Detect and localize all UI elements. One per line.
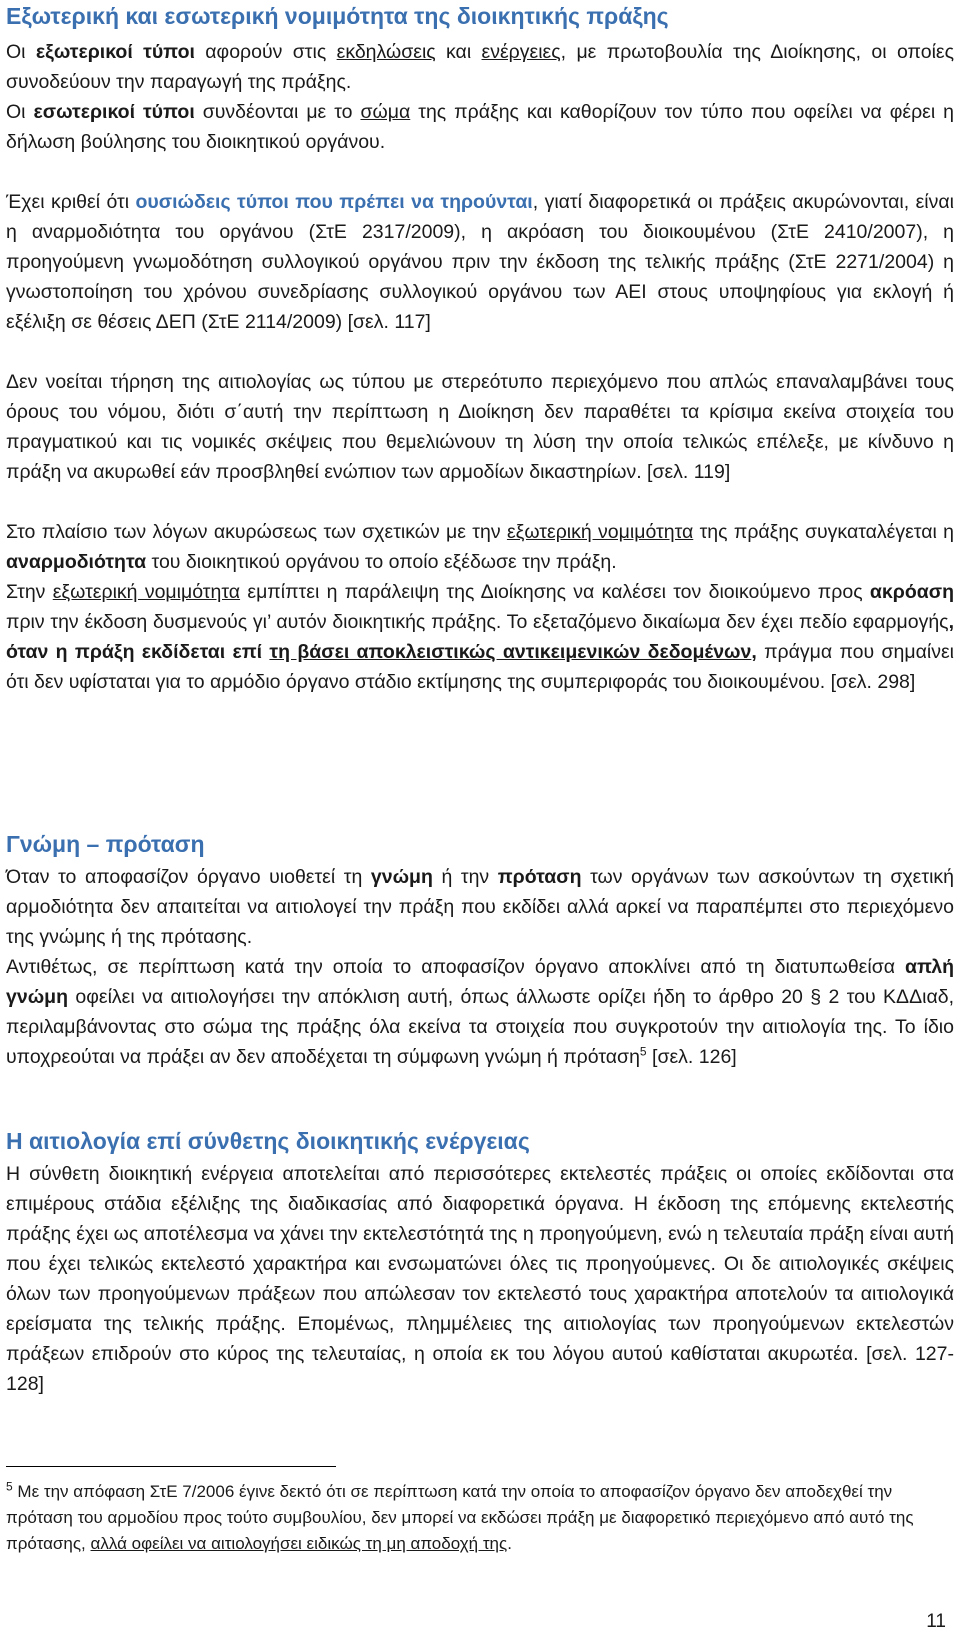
- section-heading-legality: Εξωτερική και εσωτερική νομιμότητα της διοικητικής πράξης: [6, 3, 669, 29]
- paragraph-composite-act: Η σύνθετη διοικητική ενέργεια αποτελείται από περισσότερες εκτελεστές πράξεις οι οποίες εκδίδονται στα επιμέρους στάδια εξέλιξης της διαδικασίας από διαφορετικά όργανα. Η έκδοση της επόμενης εκτελεστής πράξης έχει ως αποτέλεσμα να χάνει την εκτελεστότητά της η προηγούμενη, ενώ η τελευταία πράξη είναι αυτή που έχει τελικώς εκτελεστό χαρακτήρα και ενσωματώνει όλες τις προηγούμενες. Οι δε αιτιολογικές σκέψεις όλων των προηγούμενων πράξεων που απώλεσαν τον εκτελεστό τους χαρακτήρα αποτελούν τα αιτιολογικά ερείσματα της τελικής πράξης. Επομένως, πλημμέλειες της αιτιολογίας των προηγούμενων εκτελεστών πράξεων επιδρούν στο κύρος της τελευταίας, η οποία εκ του λόγου αυτού καθίσταται ακυρωτέα. [σελ. 127-128]: [6, 1163, 954, 1395]
- paragraph-hearing: Στην εξωτερική νομιμότητα εμπίπτει η παράλειψη της Διοίκησης να καλέσει τον διοικούμενο προς ακρόαση πριν την έκδοση δυσμενούς γι’ αυτόν διοικητικής πράξης. Το εξεταζόμενο δικαίωμα δεν έχει πεδίο εφαρμογής, όταν η πράξη εκδίδεται επί τη βάσει αποκλειστικώς αντικειμενικών δεδομένων, πράγμα που σημαίνει ότι δεν υφίσταται για το αρμόδιο όργανο στάδιο εκτίμησης της συμπεριφοράς του διοικουμένου. [σελ. 298]: [6, 581, 954, 693]
- section-heading-composite-act: Η αιτιολογία επί σύνθετης διοικητικής ενέργειας: [6, 1128, 530, 1154]
- paragraph-deviates-opinion: Αντιθέτως, σε περίπτωση κατά την οποία το αποφασίζον όργανο αποκλίνει από τη διατυπωθείσα απλή γνώμη οφείλει να αιτιολογήσει την απόκλιση αυτή, όπως άλλωστε ορίζει ήδη το άρθρο 20 § 2 του ΚΔΔιαδ, περιλαμβάνοντας στο σώμα της πράξης όλα εκείνα τα στοιχεία που συγκροτούν την αιτιολογία της. Το ίδιο υποχρεούται να πράξει αν δεν αποδέχεται τη σύμφωνη γνώμη ή πρόταση$^5$ [σελ. 126]: [6, 956, 954, 1068]
- section-legality-body: [6, 37, 954, 697]
- footnote-number: 5: [6, 1479, 13, 1494]
- paragraph-reasoning-stereotype: Δεν νοείται τήρηση της αιτιολογίας ως τύπου με στερεότυπο περιεχόμενο που απλώς επαναλαμβάνει τους όρους του νόμου, διότι σ΄αυτή την περίπτωση η Διοίκηση δεν παραθέτει τα κρίσιμα εκείνα στοιχεία του πραγματικού και τις νομικές σκέψεις που θεμελιώνουν τη λύση την οποία τελικώς επέλεξε, με κίνδυνο η πράξη να ακυρωθεί εάν προσβληθεί ενώπιον των αρμοδίων δικαστηρίων. [σελ. 119]: [6, 371, 954, 483]
- footnote: [6, 1479, 954, 1557]
- footnote-text: $^5$ Με την απόφαση ΣτΕ 7/2006 έγινε δεκτό ότι σε περίπτωση κατά την οποία το αποφασίζον όργανο δεν αποδεχθεί την πρόταση του αρμοδίου προς τούτο συμβουλίου, δεν μπορεί να εκδώσει πράξη με διαφορετικό περιεχόμενο από αυτό της πρότασης, αλλά οφείλει να αιτιολογήσει ειδικώς τη μη αποδοχή της.: [6, 1479, 914, 1553]
- section-opinion-body: [6, 862, 954, 1072]
- paragraph-incompetence: Στο πλαίσιο των λόγων ακυρώσεως των σχετικών με την εξωτερική νομιμότητα της πράξης συγκαταλέγεται η αναρμοδιότητα του διοικητικού οργάνου το οποίο εξέδωσε την πράξη.: [6, 521, 954, 573]
- paragraph-essential-forms: Έχει κριθεί ότι ουσιώδεις τύποι που πρέπει να τηρούνται, γιατί διαφορετικά οι πράξεις ακυρώνονται, είναι η αναρμοδιότητα του οργάνου (ΣτΕ 2317/2009), η ακρόαση του διοικουμένου (ΣτΕ 2410/2007), η προηγούμενη γνωμοδότηση συλλογικού οργάνου πριν την έκδοση της τελικής πράξης (ΣτΕ 2271/2004) η γνωστοποίηση του χρόνου συνεδρίασης συλλογικού οργάνου των ΑΕΙ στους υποψηφίους για εκλογή ή εξέλιξη σε θέσεις ΔΕΠ (ΣτΕ 2114/2009) [σελ. 117]: [6, 191, 954, 333]
- section-composite-body: [6, 1159, 954, 1399]
- footnote-separator: [6, 1466, 336, 1467]
- footnote-reference[interactable]: 5: [639, 1044, 647, 1059]
- paragraph-external-forms: Οι εξωτερικοί τύποι αφορούν στις εκδηλώσεις και ενέργειες, με πρωτοβουλία της Διοίκησης, οι οποίες συνοδεύουν την παραγωγή της πράξης.: [6, 41, 954, 93]
- paragraph-adopts-opinion: Όταν το αποφασίζον όργανο υιοθετεί τη γνώμη ή την πρόταση των οργάνων των ασκούντων τη σχετική αρμοδιότητα δεν απαιτείται να αιτιολογεί την πράξη που εκδίδει αλλά αρκεί να παραπέμπει στο περιεχόμενο της γνώμης ή της πρότασης.: [6, 866, 955, 948]
- paragraph-internal-forms: Οι εσωτερικοί τύποι συνδέονται με το σώμα της πράξης και καθορίζουν τον τύπο που οφείλει να φέρει η δήλωση βούλησης του διοικητικού οργάνου.: [6, 101, 954, 153]
- section-heading-opinion: Γνώμη – πρόταση: [6, 831, 205, 857]
- page-number: 11: [926, 1611, 946, 1632]
